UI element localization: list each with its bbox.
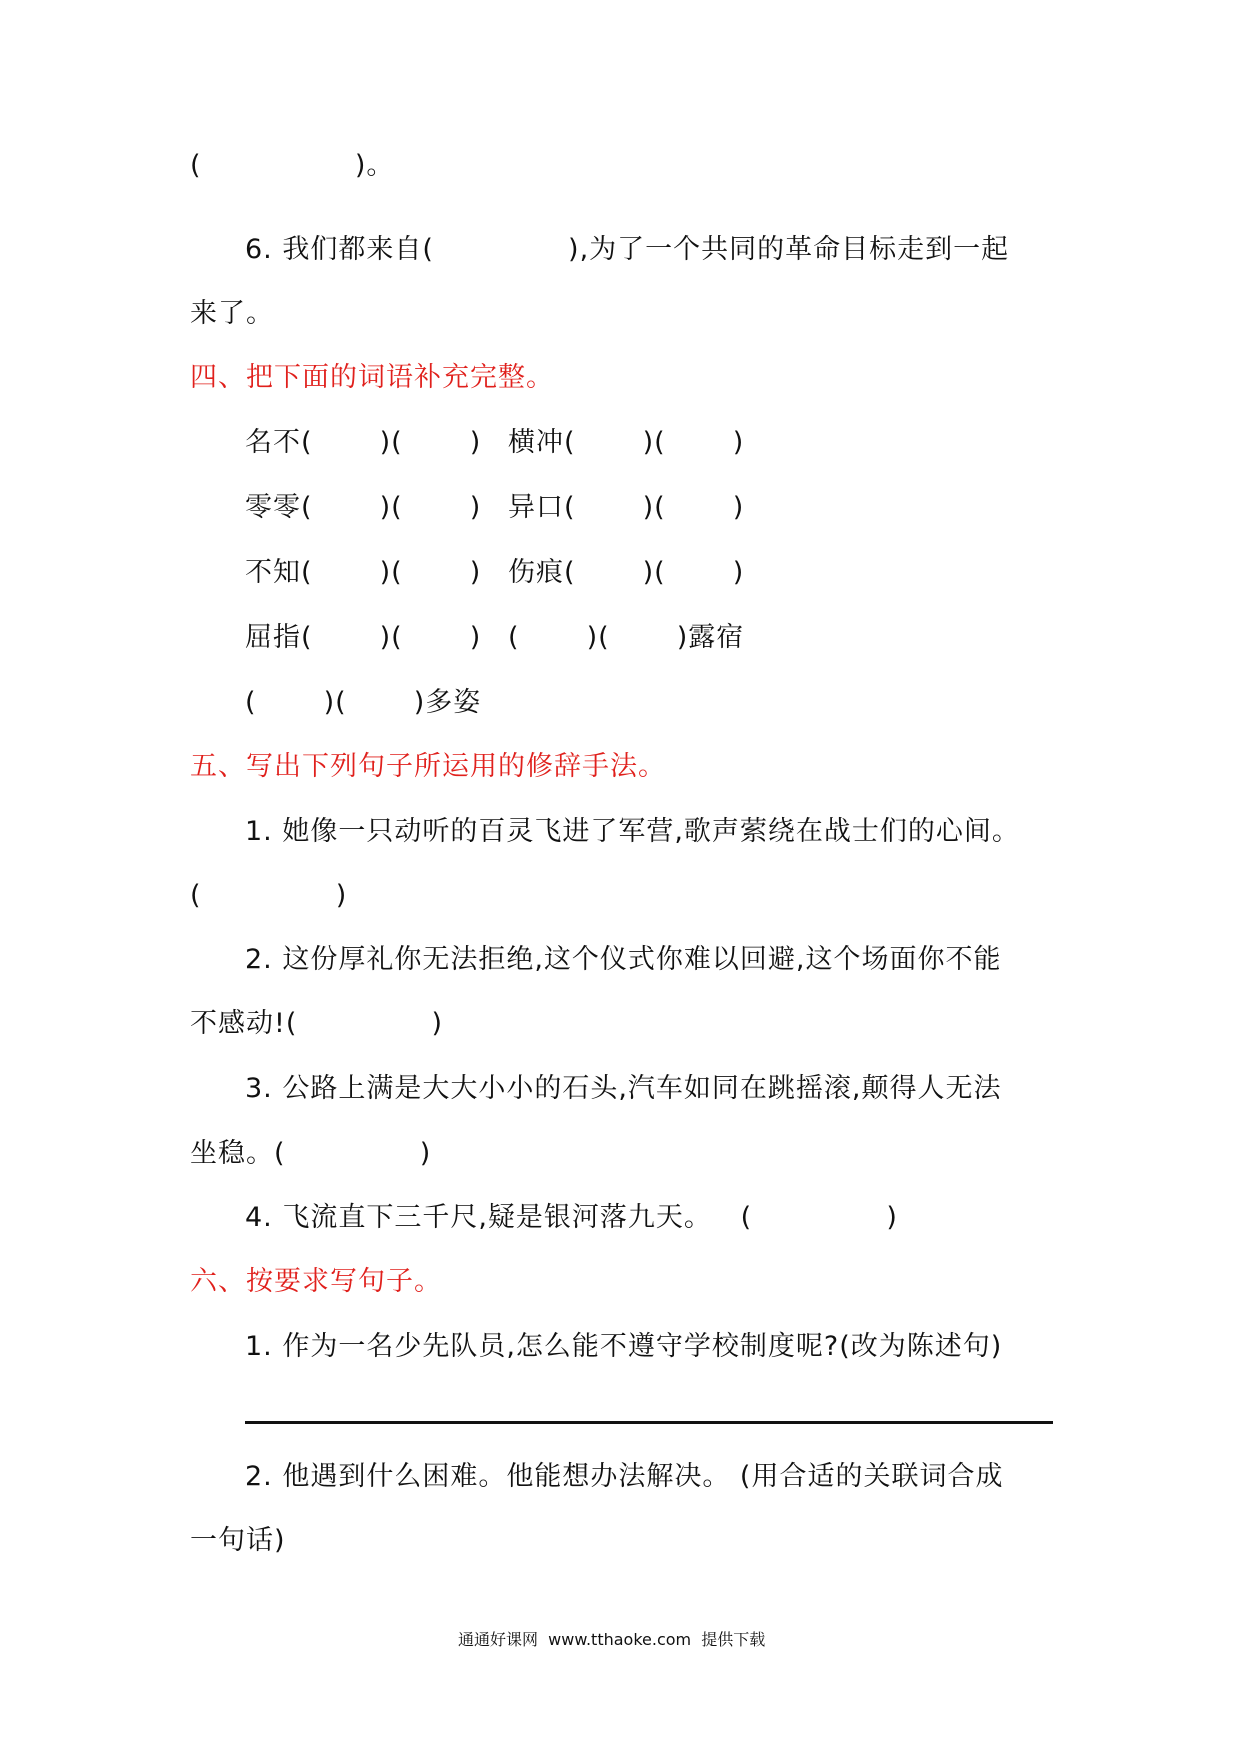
answer-rule-line — [245, 1421, 1053, 1424]
rhetoric-question-3-line-1: 3. 公路上满是大大小小的石头,汽车如同在跳摇滚,颠得人无法 — [245, 1073, 1002, 1104]
footer-source-note: 通通好课网 www.tthaoke.com 提供下载 — [458, 1630, 766, 1649]
rhetoric-question-1: 1. 她像一只动听的百灵飞进了军营,歌声萦绕在战士们的心间。 — [245, 816, 1020, 847]
idiom-item: 不知( )( ) — [245, 557, 482, 588]
idiom-item: 异口( )( ) — [508, 492, 745, 523]
rhetoric-question-3-line-2: 坐稳。( ) — [190, 1138, 432, 1169]
answer-blank-line: ( )。 — [190, 150, 395, 181]
idiom-item: ( )( )露宿 — [508, 622, 745, 653]
question-6-line-2: 来了。 — [190, 298, 274, 329]
idiom-item: 横冲( )( ) — [508, 427, 745, 458]
rhetoric-question-2-line-2: 不感动!( ) — [190, 1008, 444, 1039]
rhetoric-question-4: 4. 飞流直下三千尺,疑是银河落九天。 ( ) — [245, 1202, 898, 1233]
idiom-item: 伤痕( )( ) — [508, 557, 745, 588]
section-4-heading: 四、把下面的词语补充完整。 — [190, 362, 554, 393]
section-6-heading: 六、按要求写句子。 — [190, 1266, 442, 1297]
section-5-heading: 五、写出下列句子所运用的修辞手法。 — [190, 751, 666, 782]
idiom-item: 零零( )( ) — [245, 492, 482, 523]
sentence-task-2-line-2: 一句话) — [190, 1525, 286, 1556]
idiom-item: 名不( )( ) — [245, 427, 482, 458]
idiom-item: ( )( )多姿 — [245, 687, 482, 718]
sentence-task-2-line-1: 2. 他遇到什么困难。他能想办法解决。 (用合适的关联词合成 — [245, 1461, 1004, 1492]
question-6-line-1: 6. 我们都来自( ),为了一个共同的革命目标走到一起 — [245, 234, 1010, 265]
rhetoric-question-2-line-1: 2. 这份厚礼你无法拒绝,这个仪式你难以回避,这个场面你不能 — [245, 944, 1002, 975]
sentence-task-1: 1. 作为一名少先队员,怎么能不遵守学校制度呢?(改为陈述句) — [245, 1331, 1003, 1362]
idiom-item: 屈指( )( ) — [245, 622, 482, 653]
rhetoric-answer-1: ( ) — [190, 880, 348, 911]
